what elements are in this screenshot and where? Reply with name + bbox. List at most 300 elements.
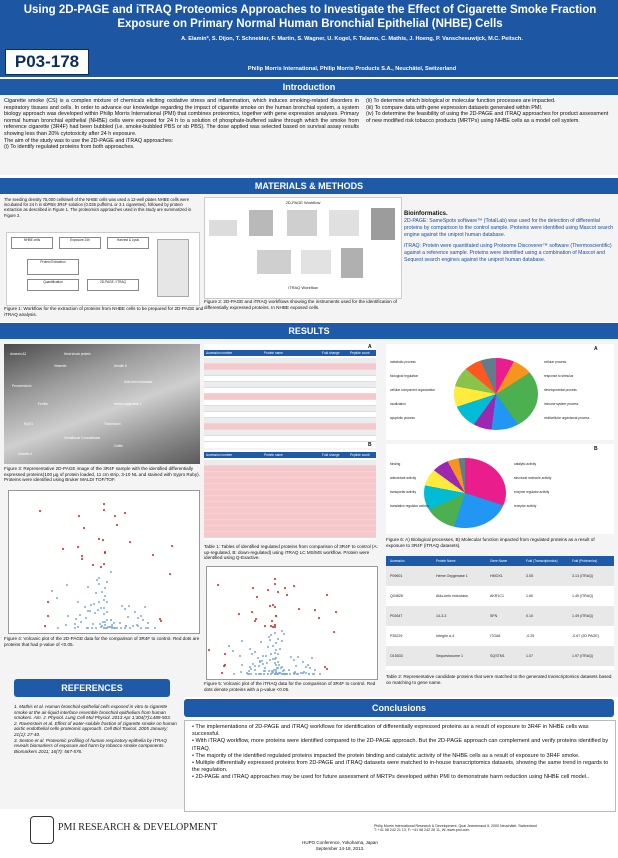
volcano-dot [106, 581, 108, 583]
volcano-dot [160, 620, 162, 622]
gel-label: Heat shock protein [64, 352, 91, 356]
table-row [204, 532, 376, 538]
volcano-dot [288, 669, 290, 671]
table-header-cell: Peptide count [350, 351, 370, 355]
figure-5-caption: Figure 5: Volcanic plot of the iTRAQ data for the comparison of 3R4F to control. Red dots denote proteins with a p-value <0.05. [204, 681, 376, 692]
poster-id: P03-178 [5, 49, 89, 75]
pie-legend-item: developmental process [544, 388, 577, 392]
equipment-image [157, 239, 189, 297]
flow-step: Exposure 24h [59, 237, 101, 249]
volcano-dot [248, 670, 250, 672]
pie-legend-item: translation regulator activity [390, 504, 429, 508]
volcano-dot [47, 601, 49, 603]
volcano-dot [267, 589, 269, 591]
volcano-dot [293, 585, 295, 587]
volcano-dot [124, 627, 126, 629]
figure-1-workflow [6, 232, 200, 306]
intro-aim-i: (i) To identify regulated proteins from both approaches. [4, 144, 135, 151]
volcano-dot [132, 625, 134, 627]
volcano-dot [277, 661, 279, 663]
table-2-cell: P02647 [390, 614, 403, 618]
volcano-dot [285, 673, 287, 675]
table-1-caption: Table 1: Tables of identified regulated proteins from comparison of 3R4F to control (A: up-regulated, B: down-regulated) using iTRAQ LC MS/MS workflow. Protein were identified using Q-Exactive. [204, 544, 378, 561]
footer-address-line: Philip Morris International Research & Development, Quai Jeanrenaud 5, 2000 Neuchâtel, Switzerland [374, 824, 537, 828]
table-2-cell: O15533 [390, 654, 403, 658]
volcano-dot [104, 621, 106, 623]
instrument-image [209, 220, 237, 236]
table-2-row [386, 626, 614, 646]
bioinformatics-2dpage: 2D-PAGE: SameSpots software™ (TotalLab) was used for the detection of differential proteins by comparison to the control sample. Proteins were identified using Mascot search engine against the uniprot human database. [404, 218, 614, 238]
volcano-dot [111, 624, 113, 626]
volcano-dot [128, 605, 130, 607]
volcano-dot [57, 627, 59, 629]
table-2-cell: 3.13 (iTRAQ) [572, 574, 594, 578]
volcano-dot [232, 650, 234, 652]
figure-2-workflow [204, 197, 402, 299]
pie-legend-item: multicellular organismal process [544, 416, 590, 420]
table-2-cell: 0.10 [526, 614, 533, 618]
fig2-bottom-title: iTRAQ Workflow [288, 285, 318, 290]
gel-label: Glutathione S-transferase [64, 436, 101, 440]
volcano-dot [100, 566, 102, 568]
volcano-dot [67, 615, 69, 617]
volcano-dot [251, 611, 253, 613]
volcano-dot [279, 648, 281, 650]
volcano-dot [81, 558, 83, 560]
conclusion-item: • 2D-PAGE and iTRAQ approaches may be used for future assessment of MRTPs developed within PMI to demonstrate harm reduction using NHBE cell model.. [192, 774, 590, 781]
itraq-software-image [301, 250, 331, 274]
volcano-dot [51, 590, 53, 592]
volcano-dot [254, 651, 256, 653]
volcano-dot [116, 627, 118, 629]
volcano-dot [114, 515, 116, 517]
volcano-dot [254, 669, 256, 671]
pie-legend-item: transporter activity [390, 490, 417, 494]
volcano-dot [83, 527, 85, 529]
flow-step: Protein Extraction [27, 259, 79, 275]
volcano-dot [263, 673, 265, 675]
volcano-dot [103, 613, 105, 615]
volcano-dot [258, 673, 260, 675]
volcano-dot [241, 664, 243, 666]
table-a-label: A [368, 344, 372, 350]
software-image [329, 210, 359, 236]
volcano-dot [309, 667, 311, 669]
volcano-points [207, 567, 377, 679]
volcano-dot [62, 548, 64, 550]
volcano-dot [233, 673, 235, 675]
volcano-dot [103, 607, 105, 609]
table-2-cell: 1.60 [526, 594, 533, 598]
table-2-cell: Heme Oxygenase 1 [436, 574, 468, 578]
volcano-dot [102, 539, 104, 541]
volcano-dot [286, 594, 288, 596]
volcano-dot [77, 546, 79, 548]
volcano-dot [308, 673, 310, 675]
conclusions-title: Conclusions [184, 699, 614, 717]
volcano-dot [223, 665, 225, 667]
volcano-dot [39, 510, 41, 512]
reference-item: 3. Sexton et al. Proteomic profiling of human respiratory epithelia by iTRAQ reveals biomarkers of exposure and harm by tobacco smoke components. Biomarkers 2011; 16(7): 567-576. [14, 737, 167, 754]
table-2-body [386, 566, 614, 670]
volcano-dot [269, 659, 271, 661]
table-2-cell: Sequestosome 1 [436, 654, 463, 658]
volcano-dot [264, 625, 266, 627]
gel-label: Aldo-keto reductase [124, 380, 153, 384]
volcano-dot [268, 636, 270, 638]
volcano-dot [98, 601, 100, 603]
volcano-dot [252, 587, 254, 589]
gel-label: Vimentin [54, 364, 67, 368]
volcano-dot [90, 604, 92, 606]
volcano-dot [335, 611, 337, 613]
flow-step: 2D-PAGE / iTRAQ [87, 279, 139, 291]
volcano-dot [75, 618, 77, 620]
intro-paragraph: Cigarette smoke (CS) is a complex mixture of chemicals eliciting oxidative stress and inflammation, which induces smoking-related disorders in respiratory tissues and cells. In order to advance our knowledge regarding the impact of cigarette smoke on the human bronchial system, a system biology approach was developed within Philip Morris International (PMI) that combines proteomics, together with gene expression analyses. Primary normal human bronchial epithelial (NHBE) cells were exposed for 24 h to a solution of phosphate-buffered saline through which the smoke from reference cigarette (3R4F) had been bubbled (i.e. smoke-bubbled PBS or sb PBS). The dose applied was selected based on survival assay results showing less than 20% cytotoxicity after 24 h exposure. [4, 98, 359, 137]
volcano-dot [81, 555, 83, 557]
gel-label: Keratin 8 [114, 364, 127, 368]
volcano-dot [47, 615, 49, 617]
pie-legend-item: localization [390, 402, 406, 406]
table-2-header-cell: Gene Name [490, 559, 508, 563]
intro-aim: The aim of the study was to use the 2D-PAGE and iTRAQ approaches: [4, 137, 174, 144]
table-2 [386, 556, 614, 670]
scanner-image [287, 210, 317, 236]
table-1b-body [204, 460, 376, 540]
volcano-dot [269, 605, 271, 607]
volcano-dot [171, 545, 173, 547]
bioinformatics [404, 211, 614, 264]
footer-brand: PMI RESEARCH & DEVELOPMENT [58, 822, 218, 833]
volcano-dot [260, 641, 262, 643]
pie-legend-item: cellular component organization [390, 388, 436, 392]
volcano-dot [274, 583, 276, 585]
volcano-dot [140, 627, 142, 629]
volcano-dot [297, 656, 299, 658]
volcano-dot [274, 652, 276, 654]
volcano-dot [114, 627, 116, 629]
volcano-dot [302, 672, 304, 674]
references-title: REFERENCES [14, 679, 170, 697]
volcano-dot [119, 622, 121, 624]
results-title: RESULTS [288, 326, 330, 336]
pie-legend-item: catalytic activity [514, 462, 537, 466]
volcano-dot [274, 606, 276, 608]
volcano-dot [169, 573, 171, 575]
volcano-dot [87, 586, 89, 588]
ms-instrument-image [371, 208, 395, 240]
volcano-dot [147, 627, 149, 629]
figure-5-volcano-plot [206, 566, 378, 680]
volcano-dot [312, 673, 314, 675]
table-2-header-cell: Fold (Transcriptomics) [526, 559, 558, 563]
volcano-dot [74, 627, 76, 629]
gel-label: Cofilin [114, 444, 123, 448]
table-2-cell: 1.97 (iTRAQ) [572, 654, 594, 658]
table-2-header-cell: Accession [390, 559, 405, 563]
pie-legend-item: apoptotic process [390, 416, 415, 420]
methods-text: The seeding density 75,000 cells/well of the NHBE cells was used a 12-well plates NHBE cells were incubated for 24 h in sbPBS 3R4F solution (0.035 puffs/mL or 3.1 cigarettes), followed by protein extraction as described in Figure 1. The proteomics approaches used in this study are summarized in Figure 2. [4, 197, 192, 218]
table-header-cell: Accession number [206, 453, 233, 457]
volcano-dot [270, 673, 272, 675]
volcano-dot [84, 606, 86, 608]
reference-item: 1. Mathis et al. Human bronchial epithelial cells exposed in vitro to cigarette smoke at the air-liquid interface resemble bronchial epithelium from human smokers. Am. J. Physiol. Lung Cell Mol Physiol. 2013 Apr 1;304(7):L489-503. [14, 704, 171, 721]
volcano-dot [257, 657, 259, 659]
volcano-dot [298, 608, 300, 610]
volcano-dot [127, 616, 129, 618]
fig2-top-title: 2D-PAGE Workflow [285, 200, 321, 205]
table-2-cell: P35229 [390, 634, 403, 638]
table-2-cell: AKR1C1 [490, 594, 504, 598]
volcano-dot [283, 633, 285, 635]
flow-step: Quantification [27, 279, 79, 291]
figure-3-caption: Figure 3: Representative 2D-PAGE image of the 3R4F sample with the identified differentially expressed proteins(100 µg of protein loaded, 11 cm strip, 3-10 NL and stained with Sypro Ruby). Proteins were identified using Bruker MALDI TOF/TOF. [4, 466, 200, 483]
intro-right-text [366, 98, 613, 124]
table-2-cell: Integrin α-4 [436, 634, 455, 638]
volcano-dot [79, 614, 81, 616]
volcano-dot [121, 605, 123, 607]
table-header-cell: Fold change [322, 453, 340, 457]
volcano-dot [273, 669, 275, 671]
volcano-dot [89, 610, 91, 612]
table-2-cell: ITGA6 [490, 634, 501, 638]
footer-conference [280, 840, 400, 851]
gel-label: Thioredoxin [104, 422, 121, 426]
volcano-dot [272, 645, 274, 647]
volcano-dot [307, 664, 309, 666]
pie-legend-item: binding [390, 462, 401, 466]
volcano-dot [110, 571, 112, 573]
volcano-dot [147, 622, 149, 624]
itraq-ms-image [341, 248, 363, 278]
volcano-dot [124, 608, 126, 610]
volcano-dot [269, 639, 271, 641]
table-1a [204, 344, 376, 448]
methods-title: MATERIALS & METHODS [254, 181, 364, 191]
volcano-dot [274, 578, 276, 580]
volcano-dot [333, 631, 335, 633]
volcano-dot [78, 515, 80, 517]
conclusion-item: • With iTRAQ workflow, more proteins were identified compared to the 2D-PAGE approach. But the 2D-PAGE approach can complement and verify proteins identified by iTRAQ. [192, 738, 609, 752]
volcano-dot [258, 665, 260, 667]
volcano-dot [293, 673, 295, 675]
gel-label: NQO1 [24, 422, 34, 426]
gel-label: Peroxiredoxin [12, 384, 32, 388]
gel-labels [4, 344, 200, 464]
pie-legend-item: metabolic process [390, 360, 416, 364]
volcano-dot [278, 664, 280, 666]
figure-6a-pie [386, 344, 614, 440]
volcano-dot [302, 661, 304, 663]
bioinformatics-itraq: iTRAQ: Protein were quantitated using Proteome Discoverer™ software (Thermoscientific) against a reference sample. Proteins were identified using a combination of Mascot and Sequest search engines against the uniprot human database. [404, 243, 612, 263]
table-2-row [386, 646, 614, 666]
volcano-dot [265, 655, 267, 657]
volcano-dot [74, 623, 76, 625]
volcano-dot [249, 648, 251, 650]
volcano-dot [272, 658, 274, 660]
volcano-dot [104, 595, 106, 597]
volcano-dot [314, 609, 316, 611]
volcano-dot [106, 601, 108, 603]
volcano-dot [261, 660, 263, 662]
gel-label: Ferritin [38, 402, 48, 406]
table-header-cell: Protein name [264, 453, 283, 457]
volcano-dot [100, 626, 102, 628]
volcano-dot [66, 584, 68, 586]
figure-4-caption: Figure 4: Volcanic plot of the 2D-PAGE data for the comparison of 3R4F to control. Red dots are proteins that had p-value of <0.05. [4, 636, 200, 647]
volcano-dot [103, 509, 105, 511]
intro-aim-ii: (ii) To determine which biological or molecular function processes are impacted. [366, 98, 556, 104]
volcano-dot [152, 554, 154, 556]
flow-step: Harvest & Lysis [107, 237, 149, 249]
table-2-cell: Aldo-keto reductase [436, 594, 468, 598]
poster-title: Using 2D-PAGE and iTRAQ Proteomics Approaches to Investigate the Effect of Cigarette Smoke Fraction Exposure on Primary Normal Human Bronchial Epithelial (NHBE) Cells [23, 4, 597, 30]
volcano-dot [284, 587, 286, 589]
intro-aim-iv: (iv) To determine the feasibility of using the 2D-PAGE and iTRAQ approaches for product assessment of new modified risk tobacco products (MRTPs) using NHBE cells as a model cell system. [366, 111, 609, 124]
volcano-dot [86, 627, 88, 629]
volcano-dot [290, 656, 292, 658]
table-1a-body [204, 358, 376, 448]
pie-legend-item: enzyme regulator activity [514, 490, 550, 494]
pmi-crest-icon [30, 816, 54, 844]
pie-legend-item: biological regulation [390, 374, 419, 378]
conclusion-item: • Multiple differentially expressed proteins from 2D-PAGE and iTRAQ datasets were matched to in-house transcriptomics datasets, showing the same trend in regards to the regulation. [192, 760, 609, 774]
volcano-dot [137, 617, 139, 619]
gel-label: Annexin A2 [10, 352, 27, 356]
volcano-dot [241, 640, 243, 642]
volcano-dot [217, 584, 219, 586]
pie-legend-item: response to stimulus [544, 374, 574, 378]
gel-label: Heme oxygenase 1 [114, 402, 142, 406]
volcano-dot [44, 625, 46, 627]
volcano-dot [92, 564, 94, 566]
volcano-dot [266, 662, 268, 664]
table-2-cell: HMOX1 [490, 574, 503, 578]
table-2-cell: -0.25 [526, 634, 535, 638]
volcano-dot [104, 587, 106, 589]
volcano-dot [116, 524, 118, 526]
volcano-dot [77, 601, 79, 603]
volcano-dot [293, 659, 295, 661]
volcano-dot [275, 664, 277, 666]
volcano-dot [80, 621, 82, 623]
volcano-dot [251, 653, 253, 655]
volcano-dot [275, 649, 277, 651]
volcano-dot [238, 613, 240, 615]
table-header-cell: Protein name [264, 351, 283, 355]
volcano-dot [240, 671, 242, 673]
volcano-dot [120, 627, 122, 629]
volcano-dot [305, 672, 307, 674]
pie-legend-item: receptor activity [514, 504, 537, 508]
volcano-dot [96, 579, 98, 581]
pie-a-legend [386, 344, 614, 440]
volcano-dot [277, 591, 279, 593]
volcano-dot [98, 577, 100, 579]
table-2-cell: -0.67 (2D PAGE) [572, 634, 599, 638]
volcano-dot [239, 655, 241, 657]
volcano-dot [103, 503, 105, 505]
volcano-dot [129, 541, 131, 543]
figure-6-caption: Figure 6: A) Biological processes, B) Molecular function impacted from regulated proteins as a result of exposure to 3R4F (iTRAQ datasets). [386, 537, 595, 548]
volcano-dot [326, 594, 328, 596]
volcano-dot [272, 604, 274, 606]
volcano-dot [319, 673, 321, 675]
volcano-dot [208, 649, 210, 651]
table-2-row [386, 566, 614, 586]
figure-6b-pie [386, 444, 614, 534]
volcano-dot [228, 645, 230, 647]
volcano-dot [268, 670, 270, 672]
volcano-dot [270, 653, 272, 655]
figure-1-caption: Figure 1: Workflow for the extraction of proteins from NHBE cells to be prepared for 2D-PAGE and iTRAQ analysis. [4, 306, 204, 317]
table-header-cell: Fold change [322, 351, 340, 355]
references-list [14, 704, 178, 754]
pie-b-label: B [594, 446, 598, 452]
table-2-cell: 14-3-3 [436, 614, 447, 618]
intro-aim-iii: (iii) To compare data with gene expression datasets generated within PMI. [366, 104, 543, 111]
volcano-dot [137, 625, 139, 627]
table-header-cell: Peptide count [350, 453, 370, 457]
volcano-dot [274, 626, 276, 628]
gel-label: Galectin-1 [18, 452, 33, 456]
volcano-dot [95, 592, 97, 594]
volcano-dot [110, 619, 112, 621]
volcano-dot [275, 669, 277, 671]
volcano-dot [145, 627, 147, 629]
volcano-dot [281, 630, 283, 632]
volcano-dot [106, 619, 108, 621]
bioinformatics-title: Bioinformatics. [404, 211, 448, 217]
table-2-header-cell: Fold (Proteomics) [572, 559, 598, 563]
volcano-dot [103, 599, 105, 601]
volcano-dot [221, 672, 223, 674]
volcano-dot [311, 657, 313, 659]
conclusion-item: • The implementations of 2D-PAGE and iTRAQ workflows for identification of differentially expressed proteins as a result of exposure to 3R4F in NHBE cells was successful. [192, 724, 589, 738]
volcano-dot [254, 620, 256, 622]
volcano-dot [154, 627, 156, 629]
volcano-dot [77, 626, 79, 628]
pie-legend-item: structural molecule activity [514, 476, 552, 480]
volcano-dot [140, 615, 142, 617]
volcano-dot [98, 583, 100, 585]
volcano-dot [113, 622, 115, 624]
table-2-cell: P09601 [390, 574, 403, 578]
volcano-dot [99, 623, 101, 625]
pie-legend-item: immune system process [544, 402, 579, 406]
table-2-cell: SQSTM1 [490, 654, 505, 658]
table-2-cell: Q04828 [390, 594, 403, 598]
volcano-dot [277, 653, 279, 655]
intro-left-text [4, 98, 359, 151]
volcano-dot [91, 627, 93, 629]
conference-dates: September 14-18, 2013. [315, 845, 365, 851]
volcano-dot [134, 611, 136, 613]
footer-address-line: T: +41 58 242 21 13, F: +41 58 242 28 11, W: www.pmi.com [374, 828, 470, 832]
table-b-label: B [368, 442, 372, 448]
table-2-cell: 1.07 [526, 654, 533, 658]
conclusions-list [192, 724, 610, 782]
volcano-dot [281, 640, 283, 642]
volcano-dot [262, 663, 264, 665]
table-2-header-cell: Protein Name [436, 559, 456, 563]
reference-item: 2. Ravenstein et al. Effect of water-soluble fraction of cigarette smoke on human aortic endothelial cells-proteomic approach. Cell Biol Toxicol. 2005 January; 21(1): 27-40. [14, 720, 177, 737]
volcano-dot [95, 627, 97, 629]
pie-a-label: A [594, 346, 598, 352]
volcano-dot [295, 665, 297, 667]
authors: A. Elamin*, S. Dijon, T. Schneider, F. Martin, S. Wagner, U. Kogel, F. Talamo, C. Mathis, J. Hoeng, P. Vanscheeuwijck, M.C. Peitsch. [181, 36, 523, 42]
volcano-dot [289, 673, 291, 675]
